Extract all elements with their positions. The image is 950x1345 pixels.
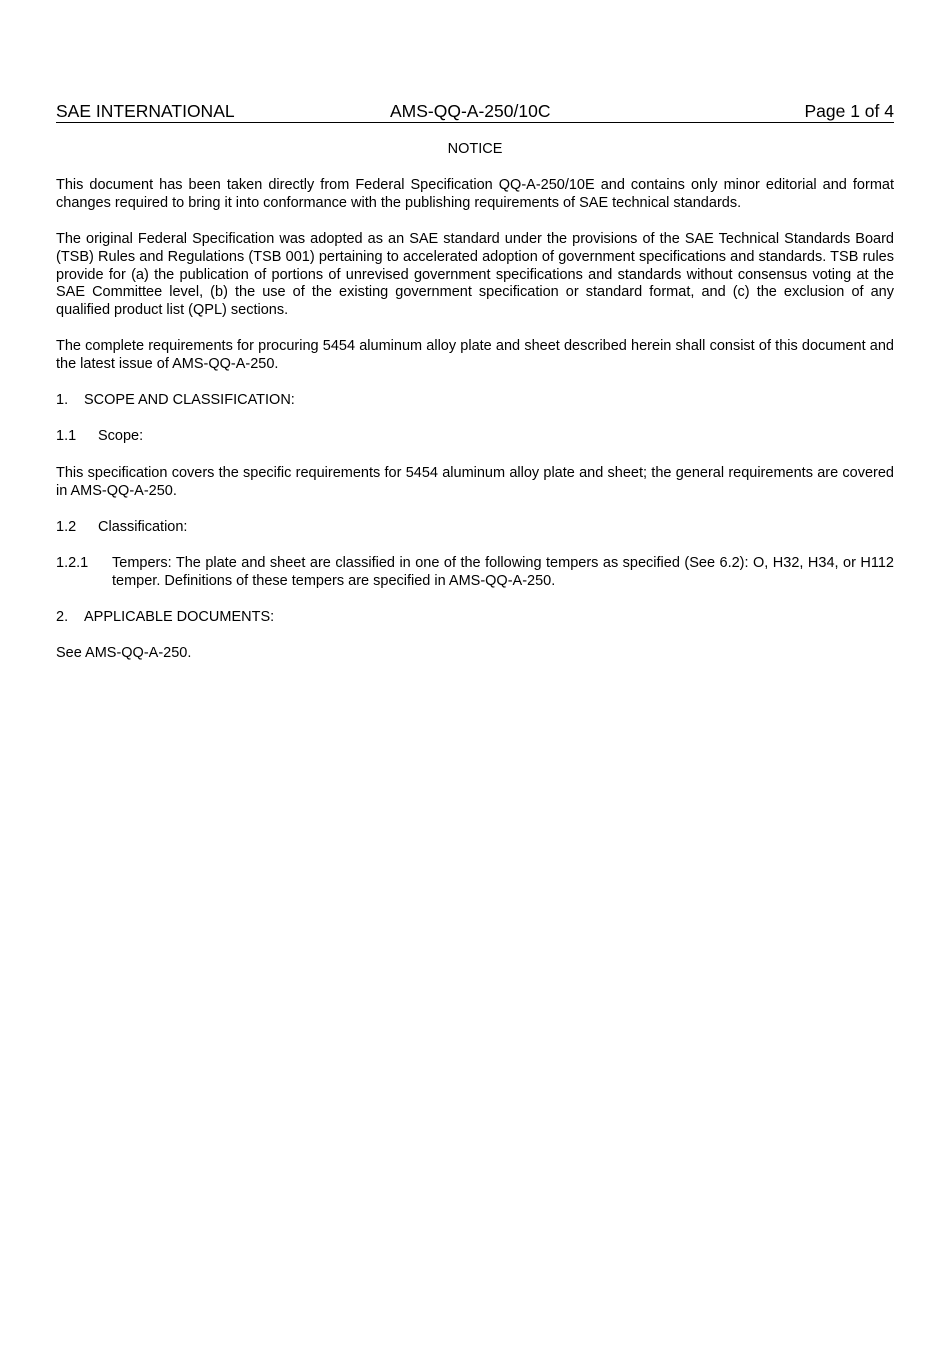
applicable-documents-paragraph: See AMS-QQ-A-250. <box>56 645 192 661</box>
section-1-2-1-item <box>56 555 894 591</box>
section-1-heading <box>56 392 295 410</box>
section-1-2-heading <box>56 519 187 537</box>
section-1-1-heading <box>56 428 143 446</box>
section-1-number: 1. <box>56 392 69 408</box>
section-1-2-number: 1.2 <box>56 519 77 535</box>
notice-title: NOTICE <box>447 141 503 157</box>
notice-paragraph-2: The original Federal Specification was adopted as an SAE standard under the provisions of the SAE Technical Standards Board (TSB) Rules and Regulations (TSB 001) pertaining to accelerated adoption of government specifications and standards. TSB rules provide for (a) the publication of portions of unrevised government specifications and standards without consensus voting at the SAE Committee level, (b) the use of the existing government specification or standard format, and (c) the exclusion of any qualified product list (QPL) sections. <box>56 231 894 319</box>
tempers-paragraph: Tempers: The plate and sheet are classified in one of the following tempers as specified (See 6.2): O, H32, H34, or H112 temper. Definitions of these tempers are specified in AMS-QQ-A-250. <box>112 555 894 589</box>
scope-paragraph: This specification covers the specific requirements for 5454 aluminum alloy plate and sheet; the general requirements are covered in AMS-QQ-A-250. <box>56 465 894 499</box>
header-document-id: AMS-QQ-A-250/10C <box>390 101 551 121</box>
section-1-title: SCOPE AND CLASSIFICATION: <box>84 392 295 408</box>
section-2-number: 2. <box>56 609 69 625</box>
section-1-2-1-number: 1.2.1 <box>56 555 89 571</box>
header-organization: SAE INTERNATIONAL <box>56 101 235 121</box>
section-1-1-number: 1.1 <box>56 428 77 444</box>
notice-paragraph-3: The complete requirements for procuring 5454 aluminum alloy plate and sheet described herein shall consist of this document and the latest issue of AMS-QQ-A-250. <box>56 338 894 372</box>
section-1-1-title: Scope: <box>98 428 144 444</box>
section-1-2-title: Classification: <box>98 519 188 535</box>
section-2-heading <box>56 609 274 627</box>
header-page-number: Page 1 of 4 <box>804 101 894 121</box>
section-2-title: APPLICABLE DOCUMENTS: <box>84 609 275 625</box>
page-header <box>56 100 894 123</box>
notice-paragraph-1: This document has been taken directly from Federal Specification QQ-A-250/10E and contains only minor editorial and format changes required to bring it into conformance with the publishing requirements of SAE technical standards. <box>56 177 894 211</box>
